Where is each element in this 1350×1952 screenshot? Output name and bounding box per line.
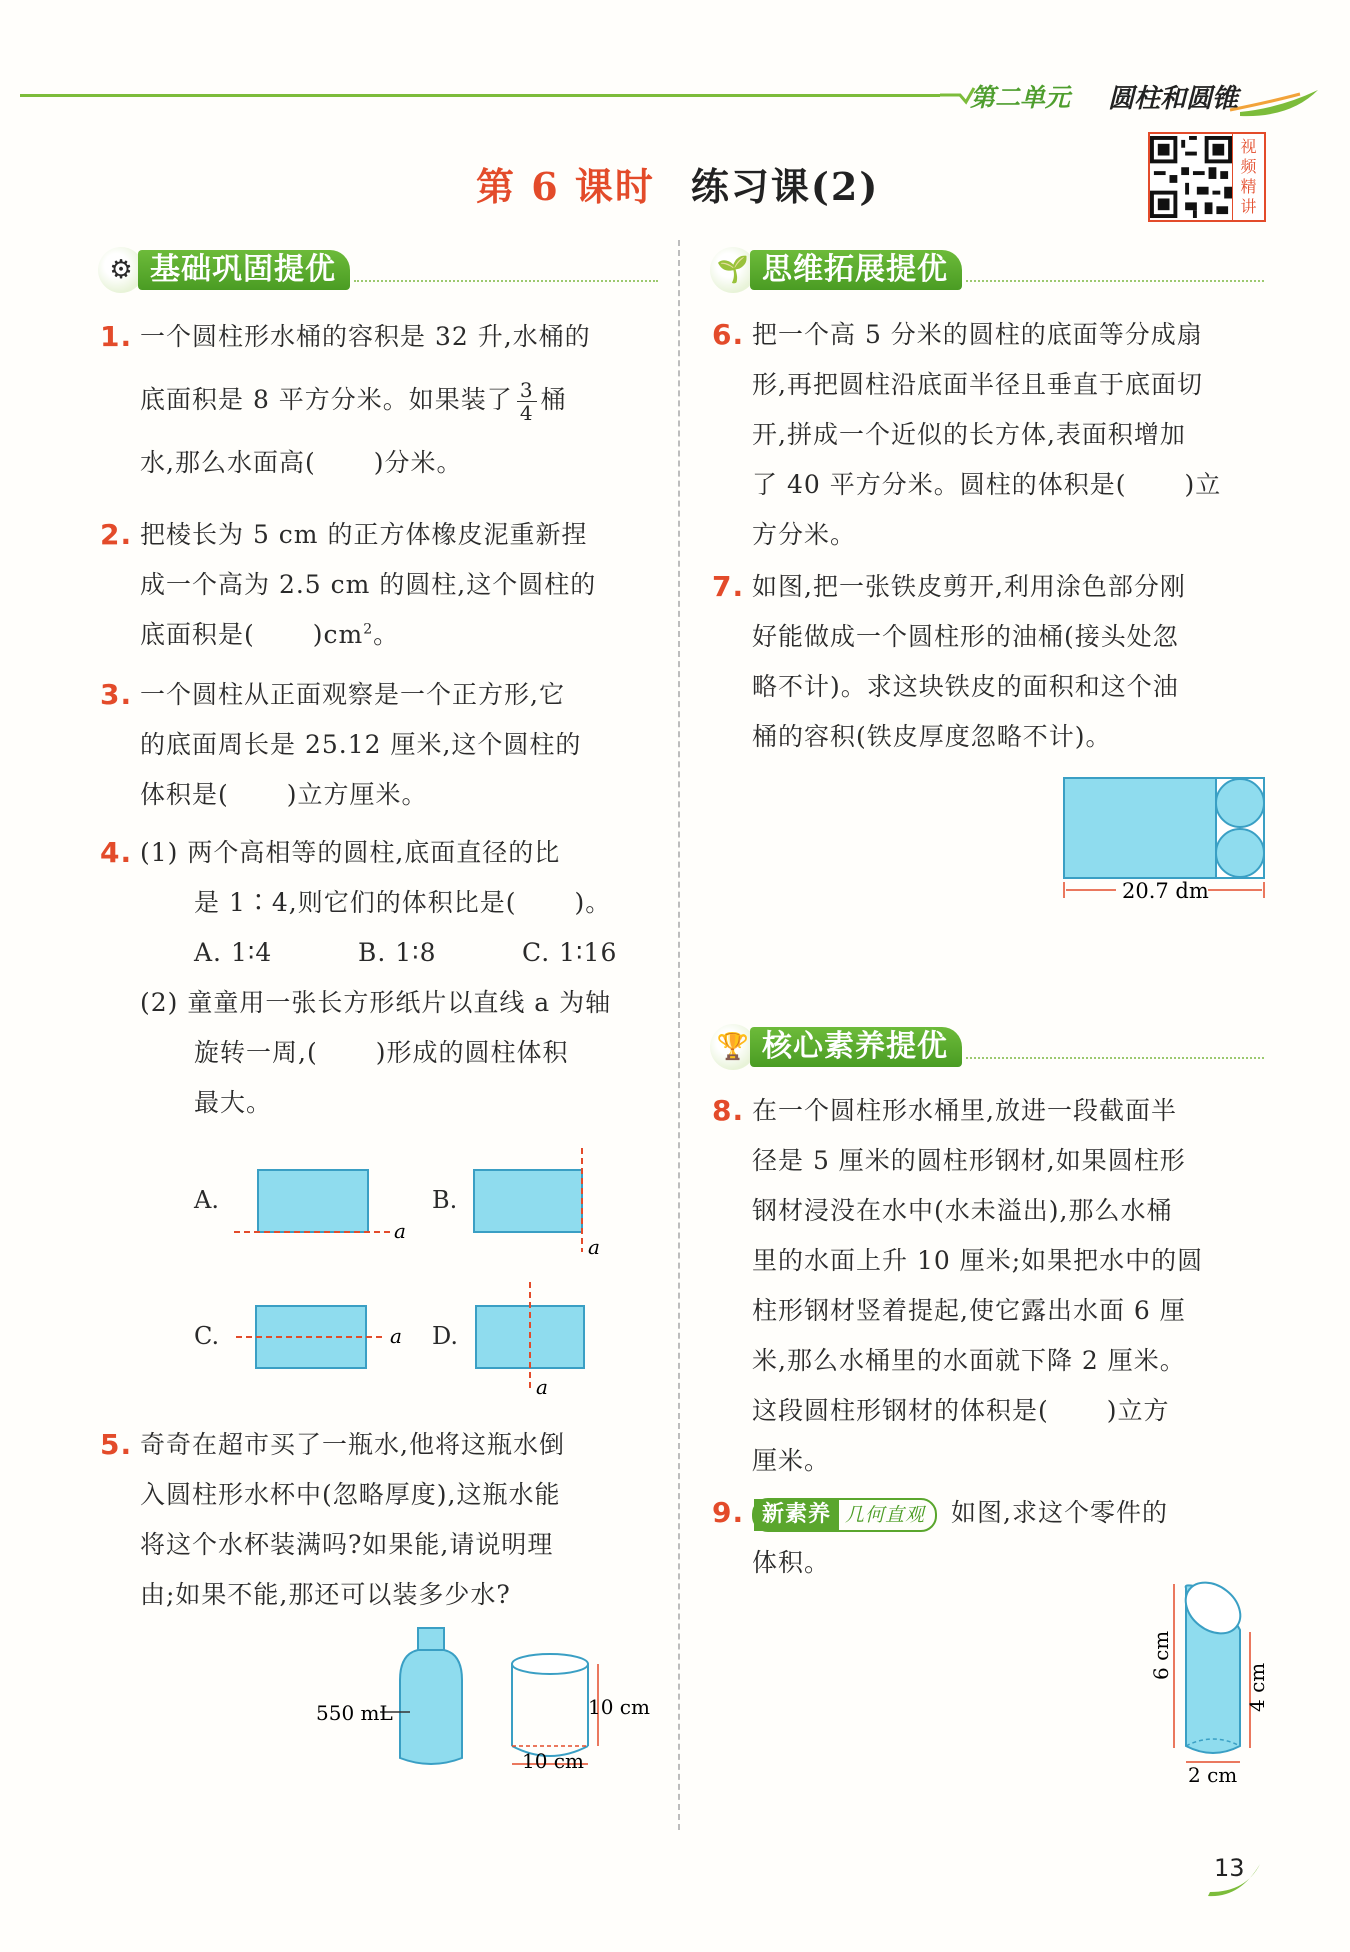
choice-d-label[interactable]: D.: [432, 1322, 459, 1350]
option-b[interactable]: B. 1∶8: [358, 938, 437, 967]
question-3: 3. 一个圆柱从正面观察是一个正方形,它 的底面周长是 25.12 厘米,这个圆柱的 体积是( )立方厘米。: [140, 670, 660, 820]
trophy-icon: 🏆: [710, 1024, 756, 1070]
bottle-icon: [400, 1650, 462, 1764]
question-8: 8. 在一个圆柱形水桶里,放进一段截面半 径是 5 厘米的圆柱形钢材,如果圆柱形 钢材浸没在水中(水未溢出),那么水桶 里的水面上升 10 厘米;如果把水中的圆 柱形钢材竖着提起,使它露出水面 6 厘 米,那么水桶里的水面就下降 2 厘米。 这段圆柱形钢材的体积是( )立方 厘米。: [752, 1086, 1262, 1486]
unit-label: 第二单元: [970, 83, 1071, 112]
gear-icon: ⚙: [98, 247, 144, 293]
axis-label: a: [536, 1375, 548, 1399]
question-2: 2. 把棱长为 5 cm 的正方体橡皮泥重新捏 成一个高为 2.5 cm 的圆柱,这个圆柱的 底面积是( )$cm^2$。: [140, 510, 660, 660]
rectangle-axis-vertical-diagram: [470, 1282, 600, 1400]
rectangle-axis-right-diagram: [468, 1148, 608, 1258]
option-c[interactable]: C. 1∶16: [522, 938, 618, 967]
section-core-title: 核心素养提优: [750, 1027, 962, 1067]
truncated-cylinder-diagram: [1149, 1576, 1269, 1787]
question-number: 3.: [100, 678, 133, 711]
question-number: 8.: [712, 1094, 745, 1127]
question-1: 1. 一个圆柱形水桶的容积是 32 升,水桶的 底面积是 8 平方分米。如果装了 $\frac{3}{4}$ 桶 水,那么水面高( )分米。: [140, 312, 660, 488]
column-divider: [678, 240, 680, 1830]
section-thinking-title: 思维拓展提优: [750, 250, 962, 290]
choice-c-label[interactable]: C.: [194, 1322, 220, 1350]
literacy-tag: 新素养 几何直观: [752, 1498, 937, 1532]
question-number: 6.: [712, 318, 745, 351]
question-7: 7. 如图,把一张铁皮剪开,利用涂色部分刚 好能做成一个圆柱形的油桶(接头处忽 略不计)。求这块铁皮的面积和这个油 桶的容积(铁皮厚度忽略不计)。: [752, 562, 1262, 762]
section-basic: [98, 247, 658, 293]
sprout-icon: 🌱: [710, 247, 756, 293]
option-a[interactable]: A. 1∶4: [194, 938, 273, 967]
lesson-name: 练习课(2): [690, 164, 880, 209]
question-number: 2.: [100, 518, 133, 551]
section-core: [710, 1024, 1264, 1070]
cup-height-label: 10 cm: [588, 1695, 650, 1719]
height-left-label: 6 cm: [1149, 1630, 1173, 1680]
question-number: 7.: [712, 570, 745, 603]
qr-code-icon: [1150, 134, 1232, 220]
axis-label: a: [394, 1219, 406, 1243]
lesson-title: [476, 156, 879, 211]
bottle-and-cup-diagram: [300, 1620, 650, 1780]
page-swoosh: [1206, 1862, 1262, 1900]
question-9: 9. 新素养 几何直观 如图,求这个零件的 体积。: [752, 1488, 1262, 1588]
rectangle-axis-bottom-diagram: [230, 1160, 420, 1243]
question-4: 4. (1) 两个高相等的圆柱,底面直径的比 是 1∶4,则它们的体积比是( )。 A. 1∶4 B. 1∶8 C. 1∶16 (2) 童童用一张长方形纸片以直线 a 为轴 旋转一周,( )形成的圆柱体积 最大。: [140, 828, 660, 1128]
video-tag: 视 频 精 讲: [1232, 134, 1264, 220]
circle-bottom: [1216, 829, 1264, 877]
header-rule: [20, 94, 940, 97]
cup-diameter-label: 10 cm: [522, 1749, 584, 1773]
lesson-number: 第 6 课时: [476, 164, 655, 209]
rectangle-axis-horizontal-diagram: [236, 1298, 416, 1378]
fraction: $\frac{3}{4}$: [517, 379, 537, 424]
section-basic-title: 基础巩固提优: [138, 250, 350, 290]
diameter-label: 2 cm: [1188, 1763, 1238, 1787]
sheet-metal-diagram: [1058, 774, 1268, 904]
axis-label: a: [588, 1235, 600, 1259]
bottle-cap: [418, 1628, 444, 1650]
page-number: 13: [1214, 1854, 1245, 1882]
question-number: 5.: [100, 1428, 133, 1461]
bottle-volume-label: 550 mL: [316, 1701, 393, 1725]
qr-code-block[interactable]: [1148, 132, 1266, 222]
circle-top: [1216, 779, 1264, 827]
question-6: 6. 把一个高 5 分米的圆柱的底面等分成扇 形,再把圆柱沿底面半径且垂直于底面切 开,拼成一个近似的长方体,表面积增加 了 40 平方分米。圆柱的体积是( )立 方分米。: [752, 310, 1262, 560]
question-5: 5. 奇奇在超市买了一瓶水,他将这瓶水倒 入圆柱形水杯中(忽略厚度),这瓶水能 将这个水杯装满吗?如果能,请说明理 由;如果不能,那还可以装多少水?: [140, 1420, 660, 1620]
section-thinking: [710, 247, 1264, 293]
question-number: 4.: [100, 836, 133, 869]
choice-a-label[interactable]: A.: [194, 1186, 219, 1214]
question-number: 1.: [100, 320, 133, 353]
height-right-label: 4 cm: [1245, 1662, 1269, 1712]
width-label: 20.7 dm: [1122, 879, 1209, 903]
choice-b-label[interactable]: B.: [432, 1186, 458, 1214]
axis-label: a: [390, 1324, 402, 1348]
chapter-label: 圆柱和圆锥: [1108, 84, 1239, 114]
question-number: 9.: [712, 1496, 745, 1529]
